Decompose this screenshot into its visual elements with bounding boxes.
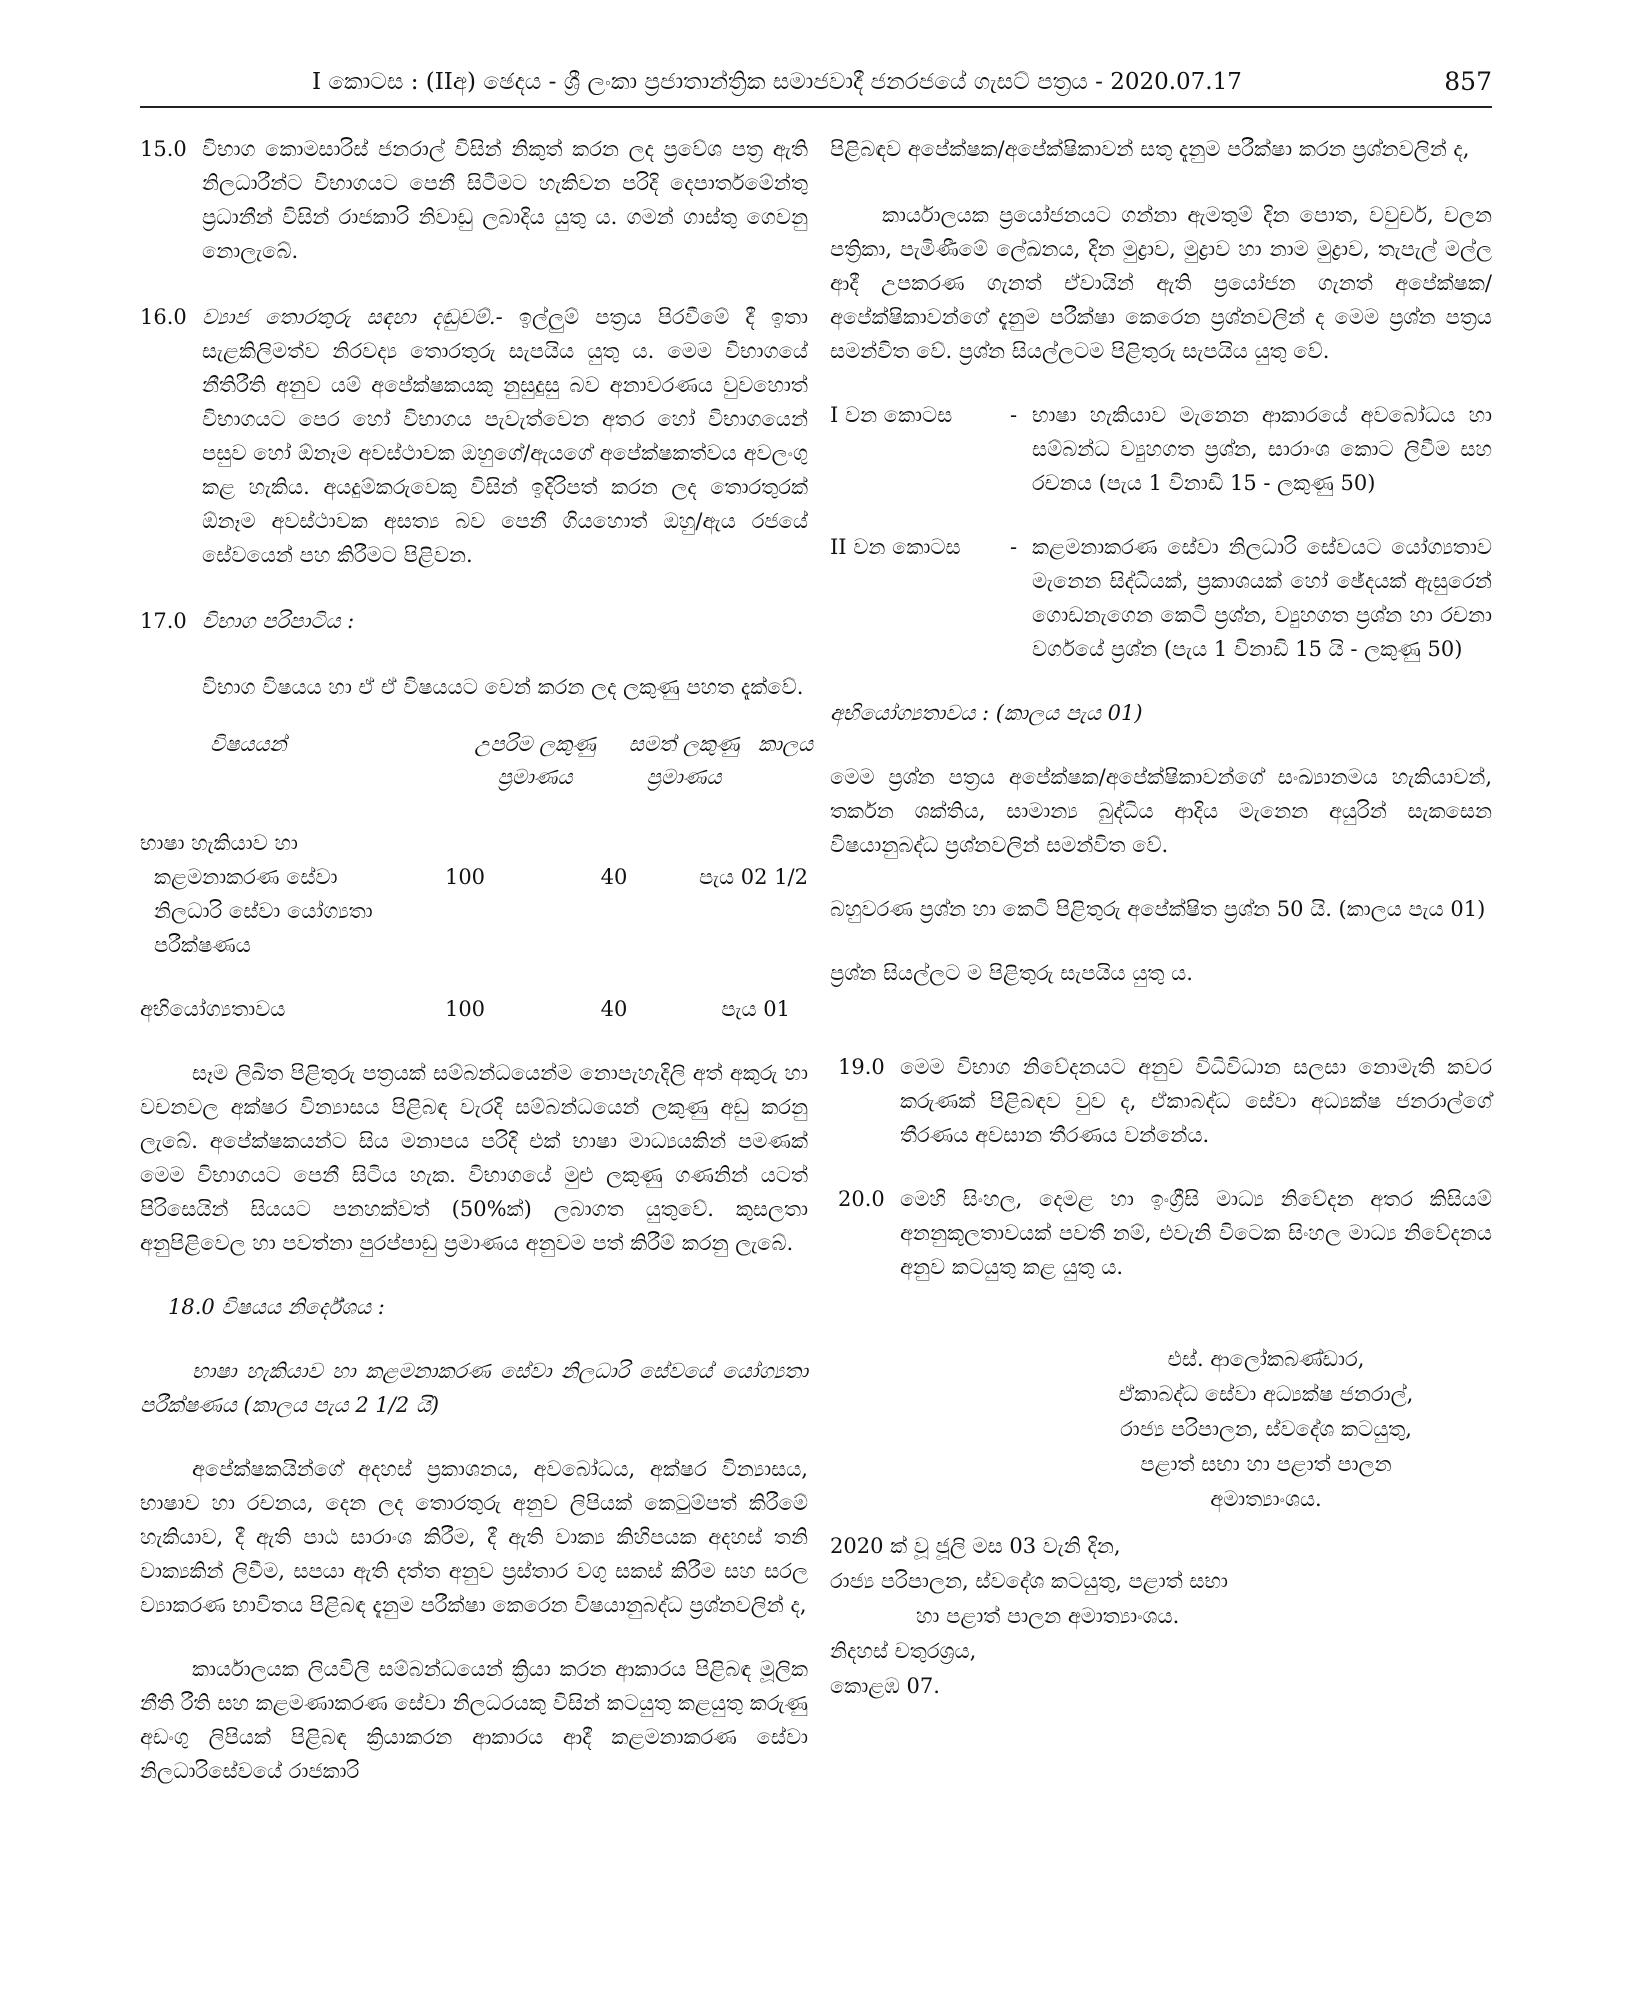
section-text: [202, 300, 808, 572]
header-max-marks: [460, 728, 610, 794]
row-time: පැය 01: [721, 997, 790, 1021]
part-text: කළමනාකරණ සේවා නිලධාරි සේවයට යෝග්‍යතාව මැනෙන සිද්ධියක්, ප්‍රකාශයක් හෝ ඡේදයක් ඇසුරෙන් ගොඩනැගෙන කෙටි ප්‍රශ්න, ව්‍යුහගත ප්‍රශ්න හා රචනා වර්ගයේ ප්‍රශ්න (පැය 1 විනාඩි 15 යි - ලකුණු 50): [1032, 535, 1492, 661]
section-number: 15.0: [140, 137, 187, 161]
issue-date: 2020 ක් වූ ජූලි මස 03 වැනි දින,: [830, 1534, 1121, 1558]
header-title: I කොටස : (IIඅ) ඡෙදය - ශ්‍රී ලංකා ප්‍රජාතාන්ත්‍රික සමාජවාදී ජනරජයේ ගැසට් පත්‍රය - 2020.07.17: [312, 69, 1242, 95]
subject-line: පරීක්ෂණය: [154, 933, 251, 957]
section-15: [140, 132, 808, 268]
signatory-title: ඒකාබද්ධ සේවා අධ්‍යක්ෂ ජනරාල්,: [1118, 1382, 1414, 1406]
section-title: විභාග පරිපාටිය :: [202, 609, 355, 633]
section-number: 19.0: [838, 1055, 885, 1079]
part-1: [830, 398, 1492, 500]
row-subject: අභියෝග්‍යතාවය: [140, 997, 286, 1021]
part-dash: -: [1010, 403, 1018, 427]
row-max-marks: 100: [444, 865, 486, 889]
header-pass-marks: [610, 728, 758, 794]
table-header-row: [140, 728, 814, 794]
section-19: [838, 1050, 1492, 1152]
signature-block: [1040, 1342, 1492, 1517]
address-block: [830, 1529, 1492, 1704]
subject-line: කළමනාකරණ සේවා: [154, 865, 338, 889]
part-label: I වන කොටස: [830, 403, 953, 427]
header-divider: [140, 106, 1492, 108]
signatory-line: රාජ්‍ය පරිපාලන, ස්වදේශ කටයුතු,: [1120, 1417, 1412, 1441]
header-max-line1: උපරිම ලකුණු: [474, 732, 596, 756]
part-dash: -: [1010, 535, 1018, 559]
section-18-title: 18.0 විෂයය නිර්දේශය :: [168, 1295, 385, 1319]
address-line: හා පළාත් පාලන අමාත්‍යාංශය.: [916, 1604, 1180, 1628]
left-column: [140, 128, 814, 1788]
section-20: [838, 1182, 1492, 1284]
part-label: II වන කොටස: [830, 535, 961, 559]
signatory-line: පළාත් සභා හා පළාත් පාලන: [1140, 1452, 1392, 1476]
address-line: කොළඹ 07.: [830, 1674, 940, 1698]
section-18-paragraph-2: කාර්යාලයක ලියවිලි සම්බන්ධයෙන් ක්‍රියා කරන ආකාරය පිළිබඳ මූලික නීති රීති සහ කළමණාකරණ සේවා නිලධරයකු විසින් කටයුතු කළයුතු කරුණු අඩංගු ලිපියක් පිළිබඳ ක්‍රියාකරන ආකාරය ආදී කළමනාකරණ සේවා නිලධාරිසේවයේ රාජකාරි: [140, 1657, 808, 1783]
office-equipment-paragraph: කාර්යාලයක ප්‍රයෝජනයට ගන්නා ඇමතුම් දින පොත, වවුචර්, චලන පත්‍රිකා, පැමිණීමේ ලේඛනය, දින මුද්‍රාව, මුද්‍රාව හා නාම මුද්‍රාව, තැපැල් මල්ල ආදී උපකරණ ගැනත් ඒවායින් ඇති ප්‍රයෝජන ගැනත් අපේක්ෂක/අපේක්ෂිකාවන්ගේ දැනුම පරීක්ෂා කෙරෙන ප්‍රශ්නවලින් ද මෙම ප්‍රශ්න පත්‍රය සමන්විත වේ. ප්‍රශ්න සියල්ලටම පිළිතුරු සැපයිය යුතු වේ.: [830, 203, 1492, 363]
section-number: 17.0: [140, 609, 187, 633]
section-17-intro: විභාග විෂයය හා ඒ ඒ විෂයයට වෙන් කරන ලද ලකුණු පහත දැක්වේ.: [202, 675, 804, 699]
subject-line: භාෂා හැකියාව හා: [140, 831, 298, 855]
section-text: විභාග කොමසාරිස් ජනරාල් විසින් නිකුත් කරන ලද ප්‍රවේශ පත්‍ර ඇති නිලධාරීන්ට විභාගයට පෙනී සිටීමට හැකිවන පරිදි දෙපාර්තමේන්තු ප්‍රධානීන් විසින් රාජකාරි නිවාඩු ලබාදිය යුතු ය. ගමන් ගාස්තු ගෙවනු නොලැබේ.: [202, 137, 808, 263]
row-subject: [140, 826, 390, 962]
aptitude-title: අභියෝග්‍යතාවය : (කාලය පැය 01): [830, 701, 1143, 725]
header-pass-line2: ප්‍රමාණය: [646, 765, 722, 789]
signatory-name: එස්. ආලෝකබණ්ඩාර,: [1167, 1347, 1365, 1371]
page-number: 857: [1444, 67, 1492, 96]
section-text: මෙම විභාග නිවේදනයට අනුව විධිවිධාන සලසා නොමැති කවර කරුණක් පිළිබඳව වුව ද, ඒකාබද්ධ සේවා අධ්‍යක්ෂ ජනරාල්ගේ තීරණය අවසාන තීරණය වන්නේය.: [900, 1055, 1492, 1147]
mcq-paragraph: බහුවරණ ප්‍රශ්න හා කෙටි පිළිතුරු අපේක්ෂිත ප්‍රශ්න 50 යි. (කාලය පැය 01): [830, 897, 1486, 921]
page-header: [312, 64, 1492, 100]
section-title: ව්‍යාජ තොරතුරු සඳහා දඬුවම්.-: [202, 305, 503, 329]
header-time: කාලය: [758, 732, 814, 756]
all-questions-note: ප්‍රශ්න සියල්ලට ම පිළිතුරු සැපයිය යුතු ය.: [830, 961, 1193, 985]
section-18-subtitle: භාෂා හැකියාව හා කළමනාකරණ සේවා නිලධාරි සේවයේ යෝග්‍යතා පරීක්ෂණය (කාලය පැය 2 1/2 යි): [140, 1359, 808, 1417]
marks-table: [140, 728, 814, 1026]
part-text: භාෂා හැකියාව මැනෙන ආකාරයේ අවබෝධය හා සම්බන්ධ ව්‍යුහගත ප්‍රශ්න, සාරාංශ කොට ලිවීම සහ රචනය (පැය 1 විනාඩි 15 - ලකුණු 50): [1032, 403, 1492, 495]
header-max-line2: ප්‍රමාණය: [497, 765, 573, 789]
header-pass-line1: සමත් ලකුණු: [628, 732, 740, 756]
row-pass-marks: 40: [600, 865, 628, 889]
section-18-paragraph-1: අපේක්ෂකයින්ගේ අදහස් ප්‍රකාශනය, අවබෝධය, අක්ෂර වින්‍යාසය, භාෂාව හා රචනය, දෙන ලද තොරතුරු අනුව ලිපියක් කෙටුම්පත් කිරීමේ හැකියාව, දී ඇති පාඨ සාරාංශ කිරීම, දී ඇති වාක්‍ය කිහිපයක අදහස් තනි වාක්‍යකින් ලිවීම, සපයා ඇති දත්ත අනුව ප්‍රස්තාර වගු සකස් කිරීම සහ සරල ව්‍යාකරණ භාවිතය පිළිබඳ දැනුම පරීක්ෂා කෙරෙන විෂයානුබද්ධ ප්‍රශ්නවලින් ද,: [140, 1457, 808, 1617]
header-subject: විෂයයන්: [210, 732, 287, 756]
subject-line: නිලධාරි සේවා යෝග්‍යතා: [154, 899, 373, 923]
section-number: 16.0: [140, 305, 187, 329]
signatory-line: අමාත්‍යාංශය.: [1210, 1487, 1322, 1511]
section-number: 20.0: [838, 1187, 885, 1211]
aptitude-paragraph: මෙම ප්‍රශ්න පත්‍රය අපේක්ෂක/අපේක්ෂිකාවන්ගේ සංඛ්‍යානමය හැකියාවන්, තර්කන ශක්තිය, සාමාන්‍ය බුද්ධිය ආදිය මැනෙන අයුරින් සැකසෙන විෂයානුබද්ධ ප්‍රශ්නවලින් සමන්විත වේ.: [830, 765, 1492, 857]
address-line: නිදහස් චතුරශ්‍රය,: [830, 1639, 977, 1663]
table-row: [140, 992, 808, 1026]
marking-paragraph: සෑම ලිඛිත පිළිතුරු පත්‍රයක් සම්බන්ධයෙන්ම නොපැහැදිලි අත් අකුරු හා වචනවල අක්ෂර වින්‍යාසය පිළිබඳ වැරදි සම්බන්ධයෙන් ලකුණු අඩු කරනු ලැබේ. අපේක්ෂකයන්ට සිය මනාපය පරිදි එක් භාෂා මාධ්‍යයකින් පමණක් මෙම විභාගයට පෙනී සිටිය හැක. විභාගයේ මුළු ලකුණු ගණනින් යටත් පිරිසෙයින් සියයට පනහක්වත් (50%ක්) ලබාගත යුතුවේ. කුසලතා අනුපිළිවෙල හා පවත්නා පුරප්පාඩු ප්‍රමාණය අනුවම පත් කිරීම් කරනු ලැබේ.: [140, 1061, 808, 1255]
table-row: [140, 826, 808, 962]
row-pass-marks: 40: [600, 997, 628, 1021]
part-2: [830, 530, 1492, 666]
section-16: [140, 300, 808, 572]
address-line: රාජ්‍ය පරිපාලන, ස්වදේශ කටයුතු, පළාත් සභා: [830, 1569, 1228, 1593]
right-column: [830, 128, 1492, 1704]
row-time: පැය 02 1/2: [698, 865, 808, 889]
section-17: [140, 604, 808, 638]
section-text: මෙහි සිංහල, දෙමළ හා ඉංග්‍රීසි මාධ්‍ය නිවේදන අතර කිසියම් අනනුකූලතාවයක් පවතී නම්, එවැනි විටෙක සිංහල මාධ්‍ය නිවේදනය අනුව කටයුතු කළ යුතු ය.: [900, 1187, 1492, 1279]
continuation-paragraph: පිළිබඳව අපේක්ෂක/අපේක්ෂිකාවන් සතු දැනුම පරීක්ෂා කරන ප්‍රශ්නවලින් ද,: [830, 137, 1470, 161]
section-body: ඉල්ලුම් පත්‍රය පිරවීමේ දී ඉතා සැළකිලිමත්ව නිරවද්‍ය තොරතුරු සැපයිය යුතු ය. මෙම විභාගයේ නීතිරීති අනුව යම් අපේක්ෂකයකු නුසුදුසු බව අනාවරණය වුවහොත් විභාගයට පෙර හෝ විභාගය පැවැත්වෙන අතර හෝ විභාගයෙන් පසුව හෝ ඕනෑම අවස්ථාවක ඔහුගේ/ඇයගේ අපේක්ෂකත්වය අවලංගු කළ හැකිය. අයදුම්කරුවෙකු විසින් ඉදිරිපත් කරන ලද තොරතුරක් ඕනෑම අවස්ථාවක අසත්‍ය බව පෙනී ගියහොත් ඔහු/ඇය රජයේ සේවයෙන් පහ කිරීමට පිළිවන.: [202, 305, 808, 567]
row-max-marks: 100: [444, 997, 486, 1021]
